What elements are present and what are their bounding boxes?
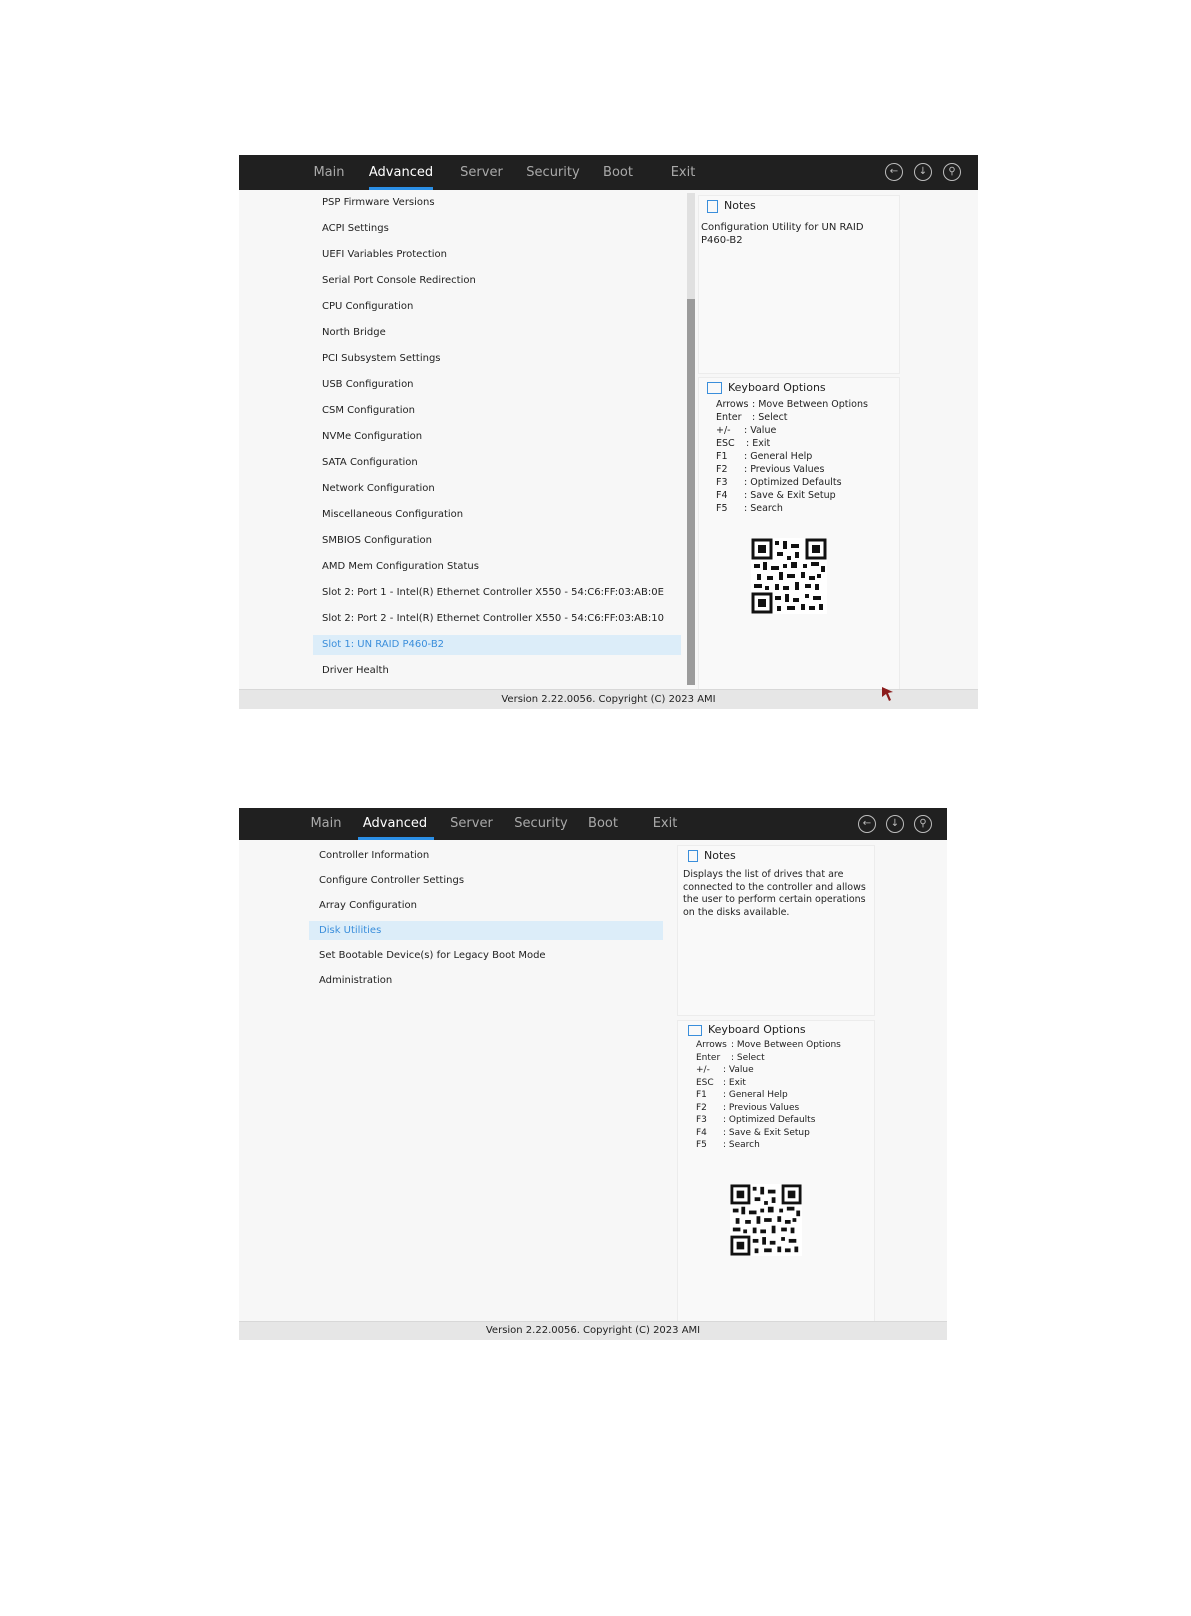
menu-item-array-configuration[interactable]: Array Configuration	[319, 900, 417, 911]
menu-scrollbar[interactable]	[687, 193, 695, 685]
notes-title: Notes	[704, 849, 736, 862]
kb-desc: : Search	[744, 503, 783, 514]
menu-item-network-configuration[interactable]: Network Configuration	[322, 483, 435, 494]
tab-server[interactable]: Server	[460, 165, 503, 180]
kb-desc: : Optimized Defaults	[723, 1115, 816, 1125]
active-tab-underline	[369, 187, 433, 190]
tab-main[interactable]: Main	[313, 165, 345, 180]
tab-advanced-label: Advanced	[362, 816, 428, 831]
menu-item-cpu-configuration[interactable]: CPU Configuration	[322, 301, 414, 312]
bios-screen-2	[239, 808, 947, 1340]
menu-item-pci-subsystem-settings[interactable]: PCI Subsystem Settings	[322, 353, 441, 364]
qr-code-icon	[751, 538, 827, 614]
menu-item-controller-information[interactable]: Controller Information	[319, 850, 430, 861]
kb-desc: : Value	[744, 425, 777, 436]
kb-desc: : General Help	[744, 451, 813, 462]
menu-scrollbar-thumb[interactable]	[687, 299, 695, 685]
menu-item-slot2-port2-ethernet[interactable]: Slot 2: Port 2 - Intel(R) Ethernet Controller X550 - 54:C6:FF:03:AB:10	[322, 613, 664, 624]
notes-icon	[707, 200, 718, 213]
footer-bar: Version 2.22.0056. Copyright (C) 2023 AMI	[239, 1321, 947, 1340]
kb-key: Enter	[716, 412, 742, 423]
footer-bar: Version 2.22.0056. Copyright (C) 2023 AMI	[239, 689, 978, 709]
top-nav-bar	[239, 808, 947, 840]
back-arrow-icon[interactable]: ←	[858, 815, 876, 833]
tab-advanced-label: Advanced	[368, 165, 434, 180]
kb-desc: : Move Between Options	[731, 1040, 841, 1050]
menu-item-serial-port-console-redirection[interactable]: Serial Port Console Redirection	[322, 275, 476, 286]
raid-menu-list	[309, 846, 663, 1006]
menu-item-set-bootable-devices[interactable]: Set Bootable Device(s) for Legacy Boot Mode	[319, 950, 546, 961]
keyboard-options-header	[688, 1023, 806, 1036]
menu-item-uefi-variables-protection[interactable]: UEFI Variables Protection	[322, 249, 447, 260]
notes-text: Configuration Utility for UN RAID P460-B2	[701, 222, 864, 246]
tab-security[interactable]: Security	[514, 816, 568, 831]
kb-key: Arrows	[696, 1040, 727, 1050]
menu-item-driver-health[interactable]: Driver Health	[322, 665, 389, 676]
kb-desc: : Move Between Options	[752, 399, 868, 410]
kb-key: F2	[716, 464, 728, 475]
notes-header	[707, 199, 756, 213]
tab-advanced[interactable]	[361, 165, 441, 180]
kb-desc: : Optimized Defaults	[744, 477, 842, 488]
kb-desc: : Save & Exit Setup	[723, 1127, 810, 1138]
menu-item-usb-configuration[interactable]: USB Configuration	[322, 379, 414, 390]
kb-key: ESC	[696, 1077, 714, 1088]
kb-key: F1	[696, 1090, 707, 1100]
kb-key: Arrows	[716, 399, 749, 410]
kb-desc: : Search	[723, 1140, 760, 1150]
kb-key: F1	[716, 451, 728, 462]
search-icon[interactable]: ⚲	[943, 163, 961, 181]
tab-security[interactable]: Security	[526, 165, 580, 180]
notes-header	[688, 849, 736, 862]
menu-item-acpi-settings[interactable]: ACPI Settings	[322, 223, 389, 234]
menu-item-amd-mem-configuration-status[interactable]: AMD Mem Configuration Status	[322, 561, 479, 572]
kb-key: F5	[696, 1140, 707, 1150]
tab-main[interactable]: Main	[310, 816, 342, 831]
tab-exit[interactable]: Exit	[670, 165, 696, 180]
menu-item-nvme-configuration[interactable]: NVMe Configuration	[322, 431, 423, 442]
mouse-cursor-icon	[882, 686, 894, 705]
top-nav-bar	[239, 155, 978, 190]
menu-item-sata-configuration[interactable]: SATA Configuration	[322, 457, 418, 468]
back-arrow-icon[interactable]: ←	[885, 163, 903, 181]
tab-boot[interactable]: Boot	[603, 165, 633, 180]
keyboard-options-list	[696, 1040, 866, 1160]
keyboard-icon	[688, 1025, 702, 1036]
menu-item-miscellaneous-configuration[interactable]: Miscellaneous Configuration	[322, 509, 464, 520]
kb-key: ESC	[716, 438, 735, 449]
menu-item-north-bridge[interactable]: North Bridge	[322, 327, 386, 338]
save-download-icon[interactable]: ↓	[914, 163, 932, 181]
tab-advanced[interactable]	[356, 816, 434, 831]
kb-key: +/-	[716, 425, 731, 436]
keyboard-options-title: Keyboard Options	[728, 381, 826, 394]
kb-desc: : Previous Values	[723, 1102, 800, 1113]
kb-key: F4	[716, 490, 728, 501]
kb-desc: : General Help	[723, 1090, 788, 1100]
notes-title: Notes	[724, 199, 756, 212]
kb-desc: : Previous Values	[744, 464, 825, 475]
keyboard-options-header	[707, 381, 826, 394]
kb-desc: : Save & Exit Setup	[744, 490, 836, 501]
tab-boot[interactable]: Boot	[588, 816, 618, 831]
menu-item-administration[interactable]: Administration	[319, 975, 393, 986]
notes-panel	[698, 195, 900, 374]
kb-key: Enter	[696, 1052, 721, 1063]
menu-item-csm-configuration[interactable]: CSM Configuration	[322, 405, 415, 416]
tab-server[interactable]: Server	[450, 816, 493, 831]
advanced-menu-list	[313, 193, 681, 693]
notes-panel	[677, 845, 875, 1016]
keyboard-options-title: Keyboard Options	[708, 1023, 806, 1036]
kb-desc: : Select	[752, 412, 788, 423]
menu-item-psp-firmware-versions[interactable]: PSP Firmware Versions	[322, 197, 435, 208]
kb-desc: : Exit	[723, 1077, 746, 1088]
keyboard-options-list	[716, 399, 891, 519]
active-tab-underline	[358, 837, 434, 840]
menu-item-slot2-port1-ethernet[interactable]: Slot 2: Port 1 - Intel(R) Ethernet Controller X550 - 54:C6:FF:03:AB:0E	[322, 587, 664, 598]
qr-code-icon	[730, 1184, 802, 1256]
menu-item-slot1-un-raid-selected[interactable]: Slot 1: UN RAID P460-B2	[313, 635, 681, 655]
search-icon[interactable]: ⚲	[914, 815, 932, 833]
kb-key: +/-	[696, 1065, 710, 1075]
keyboard-options-panel	[677, 1020, 875, 1322]
menu-item-disk-utilities-selected[interactable]: Disk Utilities	[309, 921, 663, 940]
kb-desc: : Select	[731, 1052, 765, 1063]
kb-desc: : Exit	[746, 438, 771, 449]
notes-text: Displays the list of drives that are connected to the controller and allows the user to perform certain operations on the disks available.	[683, 869, 866, 918]
notes-icon	[688, 850, 698, 862]
kb-key: F3	[716, 477, 728, 488]
kb-key: F2	[696, 1102, 707, 1113]
keyboard-options-panel	[698, 377, 900, 695]
bios-screen-1	[239, 155, 978, 709]
tab-exit[interactable]: Exit	[652, 816, 678, 831]
keyboard-icon	[707, 382, 722, 394]
menu-item-configure-controller-settings[interactable]: Configure Controller Settings	[319, 875, 465, 886]
kb-key: F5	[716, 503, 728, 514]
kb-key: F4	[696, 1127, 707, 1138]
save-download-icon[interactable]: ↓	[886, 815, 904, 833]
menu-item-smbios-configuration[interactable]: SMBIOS Configuration	[322, 535, 432, 546]
kb-desc: : Value	[723, 1065, 754, 1075]
kb-key: F3	[696, 1115, 707, 1125]
